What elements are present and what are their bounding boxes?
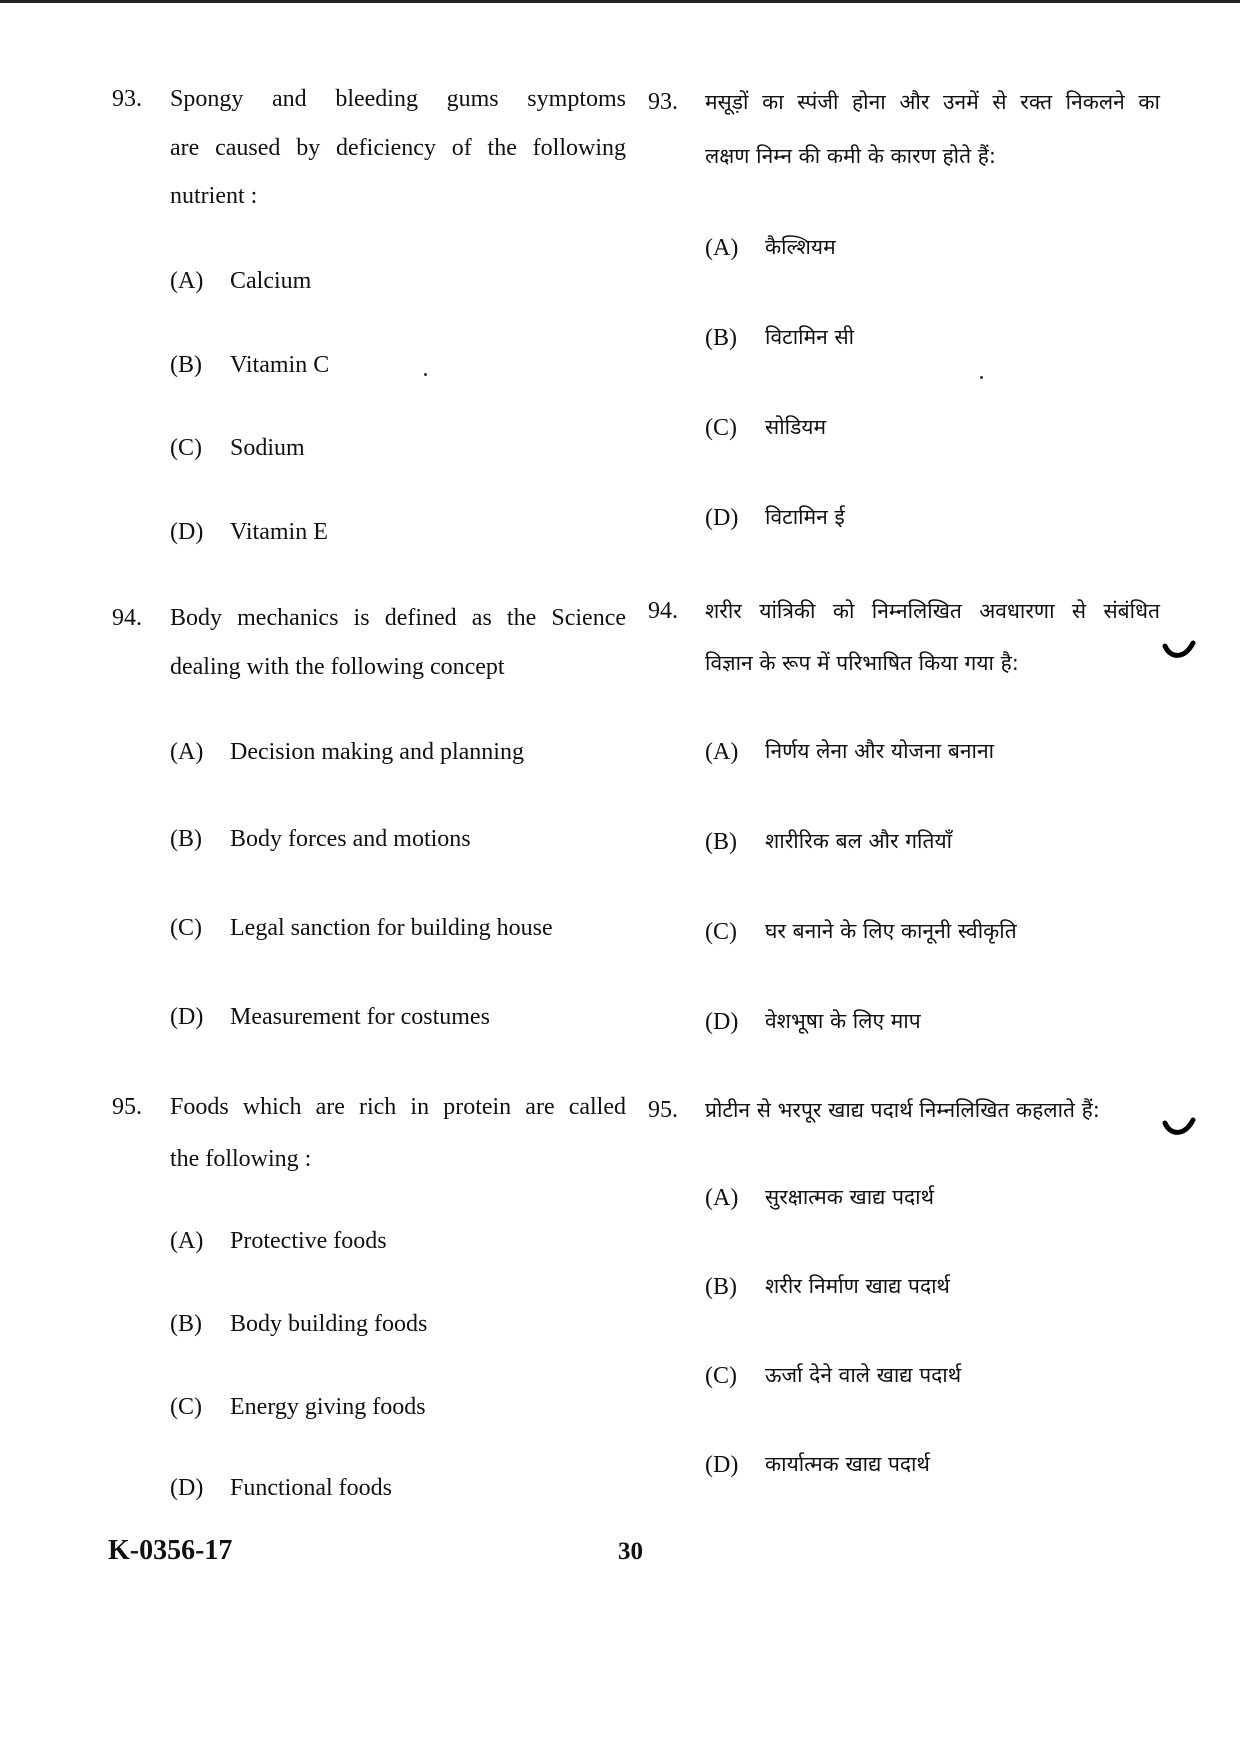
q94-number: 94. [112,605,142,631]
q94-option-c-text: Legal sanction for building house [230,915,553,941]
q95-option-b-text: Body building foods [230,1311,428,1337]
q93-hi-stem-line-1: मसूड़ों का स्पंजी होना और उनमें से रक्त निकलने का [705,90,1160,114]
q95-hi-option-d-text: कार्यात्मक खाद्य पदार्थ [765,1452,930,1476]
q93-hi-option-b-text: विटामिन सी [765,325,855,349]
q93-option-a-text: Calcium [230,268,312,294]
q93-number: 93. [112,86,142,112]
q95-hi-option-b-text: शरीर निर्माण खाद्य पदार्थ [765,1274,950,1298]
q94-hi-option-b-text: शारीरिक बल और गतियाँ [765,829,953,853]
q93-hi-option-c-label: (C) [705,415,737,441]
q95-hi-option-b-label: (B) [705,1274,737,1300]
q93-stem-line-2: are caused by deficiency of the following [170,135,626,161]
q95-option-c-text: Energy giving foods [230,1394,426,1420]
q93-option-b-label: (B) [170,352,202,378]
q95-option-a-text: Protective foods [230,1228,387,1254]
tick-mark-icon [1162,1117,1196,1139]
q95-stem-line-2: the following : [170,1146,312,1172]
q94-hi-option-c-text: घर बनाने के लिए कानूनी स्वीकृति [765,919,1017,943]
paper-code: K-0356-17 [108,1535,233,1566]
q93-option-b-text: Vitamin C [230,352,330,378]
q95-hi-option-d-label: (D) [705,1452,739,1478]
q94-hi-option-b-label: (B) [705,829,737,855]
q95-hi-stem-line-1: प्रोटीन से भरपूर खाद्य पदार्थ निम्नलिखित कहलाते हैं: [705,1098,1100,1122]
q93-option-d-text: Vitamin E [230,519,328,545]
q95-stem-line-1: Foods which are rich in protein are called [170,1094,626,1120]
q95-hi-number: 95. [648,1097,678,1123]
q93-stem-line-3: nutrient : [170,183,258,209]
q93-hi-option-b-label: (B) [705,325,737,351]
q94-option-c-label: (C) [170,915,202,941]
q93-hi-option-d-label: (D) [705,505,739,531]
q94-hi-number: 94. [648,598,678,624]
q95-option-c-label: (C) [170,1394,202,1420]
q94-hi-option-a-label: (A) [705,739,739,765]
q94-option-d-text: Measurement for costumes [230,1004,490,1030]
q94-hi-stem-line-1: शरीर यांत्रिकी को निम्नलिखित अवधारणा से संबंधित [705,599,1160,623]
q93-option-c-text: Sodium [230,435,305,461]
q95-option-a-label: (A) [170,1228,204,1254]
q93-stem-line-1: Spongy and bleeding gums symptoms [170,86,626,112]
q93-option-d-label: (D) [170,519,204,545]
q93-hi-number: 93. [648,89,678,115]
q93-hi-option-a-text: कैल्शियम [765,235,836,259]
q94-hi-option-d-text: वेशभूषा के लिए माप [765,1009,921,1033]
q95-hi-option-a-text: सुरक्षात्मक खाद्य पदार्थ [765,1185,935,1209]
q94-option-b-label: (B) [170,826,202,852]
top-rule [0,0,1240,3]
q94-hi-option-a-text: निर्णय लेना और योजना बनाना [765,739,995,763]
page-number: 30 [618,1538,643,1565]
q94-option-b-text: Body forces and motions [230,826,471,852]
q95-option-d-label: (D) [170,1475,204,1501]
scan-speck [980,376,983,379]
q94-hi-option-c-label: (C) [705,919,737,945]
q94-hi-option-d-label: (D) [705,1009,739,1035]
q94-option-d-label: (D) [170,1004,204,1030]
q95-hi-option-a-label: (A) [705,1185,739,1211]
q95-option-b-label: (B) [170,1311,202,1337]
q95-hi-option-c-label: (C) [705,1363,737,1389]
q95-hi-option-c-text: ऊर्जा देने वाले खाद्य पदार्थ [765,1363,962,1387]
tick-mark-icon [1162,640,1196,662]
q94-stem-line-2: dealing with the following concept [170,654,505,680]
q93-hi-stem-line-2: लक्षण निम्न की कमी के कारण होते हैं: [705,144,996,168]
q95-number: 95. [112,1094,142,1120]
q94-option-a-text: Decision making and planning [230,739,524,765]
q93-hi-option-c-text: सोडियम [765,415,827,439]
q95-option-d-text: Functional foods [230,1475,392,1501]
q93-option-c-label: (C) [170,435,202,461]
q94-stem-line-1: Body mechanics is defined as the Science [170,605,626,631]
q93-hi-option-d-text: विटामिन ई [765,505,845,529]
q93-hi-option-a-label: (A) [705,235,739,261]
scan-speck [424,373,427,376]
q93-option-a-label: (A) [170,268,204,294]
q94-option-a-label: (A) [170,739,204,765]
q94-hi-stem-line-2: विज्ञान के रूप में परिभाषित किया गया है: [705,651,1019,675]
